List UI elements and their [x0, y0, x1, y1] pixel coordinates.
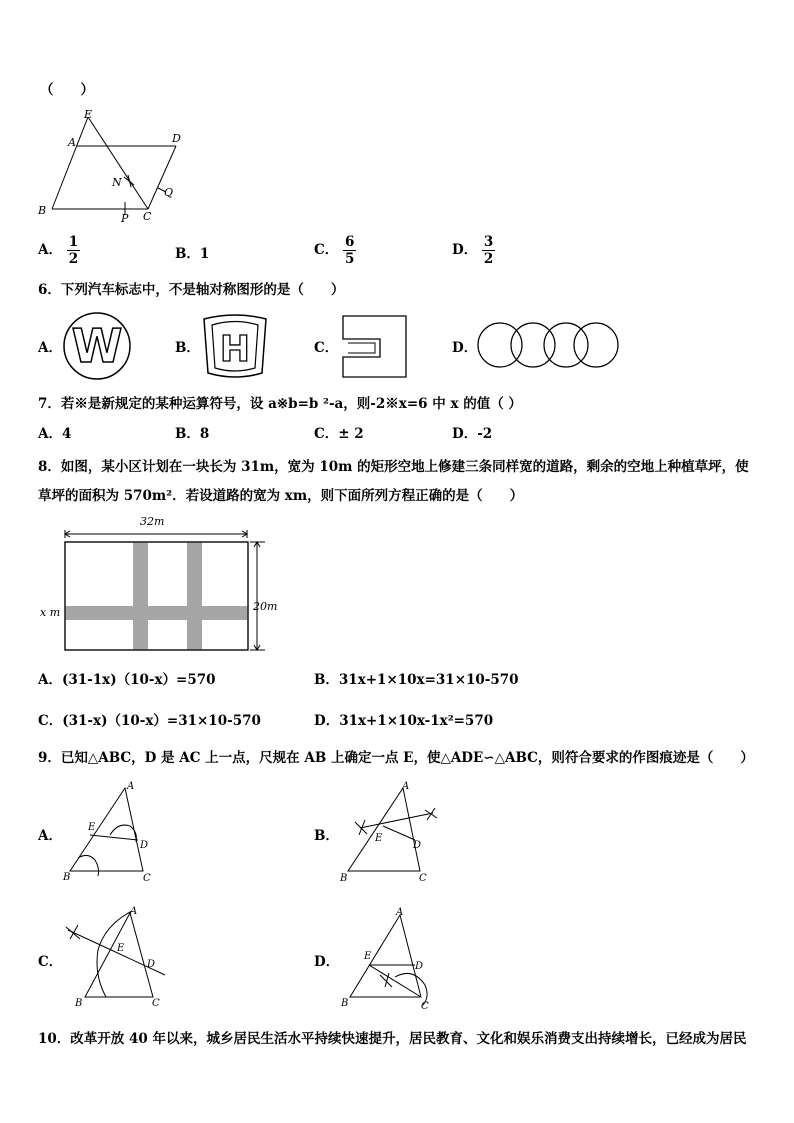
label-N: N — [112, 176, 122, 189]
q5-option-a[interactable]: A． $\frac{1}{2}$ — [38, 234, 79, 267]
q6-option-b[interactable]: B． — [175, 340, 200, 356]
a-label-A: A — [127, 781, 135, 792]
label-width: 20m — [253, 600, 278, 613]
d-label-B: B — [341, 998, 349, 1009]
label-road-width: x m — [40, 606, 61, 619]
q5-parallelogram-figure — [30, 105, 200, 230]
q8-option-c[interactable]: C．(31-x)（10-x）=31×10-570 — [38, 713, 261, 729]
c-label-E: E — [117, 943, 125, 954]
q6-option-d[interactable]: D． — [452, 340, 478, 356]
fraction: $\frac{1}{2}$ — [68, 234, 79, 267]
logo-w-letter: W — [71, 319, 123, 373]
honda-logo — [200, 313, 270, 381]
b-label-B: B — [340, 873, 348, 884]
q9-figure-b — [335, 780, 445, 890]
q8-option-d[interactable]: D．31x+1×10x-1x²=570 — [314, 713, 494, 729]
q8-stem-line1: 8．如图，某小区计划在一块长为 31m，宽为 10m 的矩形空地上修建三条同样宽的道路，剩余的空地上种植草坪，使 — [38, 459, 749, 475]
seg-BE — [52, 117, 88, 209]
label-P: P — [121, 212, 129, 225]
q6-option-a[interactable]: A． — [38, 340, 62, 356]
q6-stem: 6．下列汽车标志中，不是轴对称图形的是（ ） — [38, 282, 345, 298]
c-label-B: B — [75, 998, 83, 1009]
q7-option-c[interactable]: C．± 2 — [314, 426, 364, 442]
q9-stem: 9．已知△ABC，D 是 AC 上一点，尺规在 AB 上确定一点 E，使△ADE∽△ABC，则符合要求的作图痕迹是（ ） — [38, 750, 754, 766]
q9-option-c[interactable]: C． — [38, 954, 63, 970]
q8-option-a[interactable]: A．(31-1x)（10-x）=570 — [38, 672, 216, 688]
c-label-A: A — [130, 906, 138, 917]
b-label-A: A — [402, 781, 410, 792]
road-vertical-2 — [187, 542, 202, 650]
a-label-D: D — [140, 840, 149, 851]
q8-road-figure — [60, 525, 278, 660]
a-label-E: E — [88, 822, 96, 833]
b-label-C: C — [419, 873, 427, 884]
label-Q: Q — [164, 186, 174, 199]
q7-option-a[interactable]: A．4 — [38, 426, 72, 442]
b-label-D: D — [413, 840, 422, 851]
c-label-D: D — [147, 959, 156, 970]
q9-option-d[interactable]: D． — [314, 954, 340, 970]
q7-stem: 7．若※是新规定的某种运算符号，设 a※b=b ²-a，则-2※x=6 中 x 的值（ ） — [38, 396, 522, 412]
four-rings-logo — [476, 320, 621, 370]
label-C: C — [143, 210, 152, 223]
q9-option-a[interactable]: A． — [38, 828, 62, 844]
d-label-E: E — [364, 951, 372, 962]
q5-option-b[interactable]: B．1 — [175, 246, 210, 262]
q5-option-d[interactable]: D． $\frac{3}{2}$ — [452, 234, 494, 267]
road-horizontal — [65, 606, 248, 620]
label-A: A — [68, 136, 76, 149]
d-label-C: C — [421, 1001, 429, 1012]
d-label-A: A — [396, 907, 404, 918]
label-D: D — [172, 132, 181, 145]
road-vertical-1 — [133, 542, 148, 650]
seg-DC — [148, 146, 176, 209]
q5-answer-paren: （ ） — [40, 82, 94, 98]
q8-stem-line2: 草坪的面积为 570m²．若设道路的宽为 xm，则下面所列方程正确的是（ ） — [38, 488, 524, 504]
q7-option-b[interactable]: B．8 — [175, 426, 210, 442]
a-label-B: B — [63, 872, 71, 883]
label-length: 32m — [140, 515, 165, 528]
fraction: $\frac{3}{2}$ — [483, 234, 494, 267]
c-label-C: C — [152, 998, 160, 1009]
label-B: B — [38, 204, 47, 217]
q8-option-b[interactable]: B．31x+1×10x=31×10-570 — [314, 672, 519, 688]
seg-EC — [88, 117, 148, 209]
d-label-D: D — [415, 961, 424, 972]
logo-h-letter: H — [219, 329, 251, 370]
b-label-E: E — [375, 833, 383, 844]
blocky-logo — [340, 313, 410, 381]
a-label-C: C — [143, 873, 151, 884]
q9-option-b[interactable]: B． — [314, 828, 339, 844]
q6-option-c[interactable]: C． — [314, 340, 339, 356]
q5-option-c[interactable]: C． $\frac{6}{5}$ — [314, 234, 355, 267]
q7-option-d[interactable]: D．-2 — [452, 426, 493, 442]
label-E: E — [84, 108, 93, 121]
q10-stem: 10．改革开放 40 年以来，城乡居民生活水平持续快速提升，居民教育、文化和娱乐消费支出持续增长，已经成为居民 — [38, 1031, 747, 1047]
fraction: $\frac{6}{5}$ — [344, 234, 355, 267]
vw-logo — [62, 310, 132, 382]
q9-figure-a — [60, 780, 170, 890]
